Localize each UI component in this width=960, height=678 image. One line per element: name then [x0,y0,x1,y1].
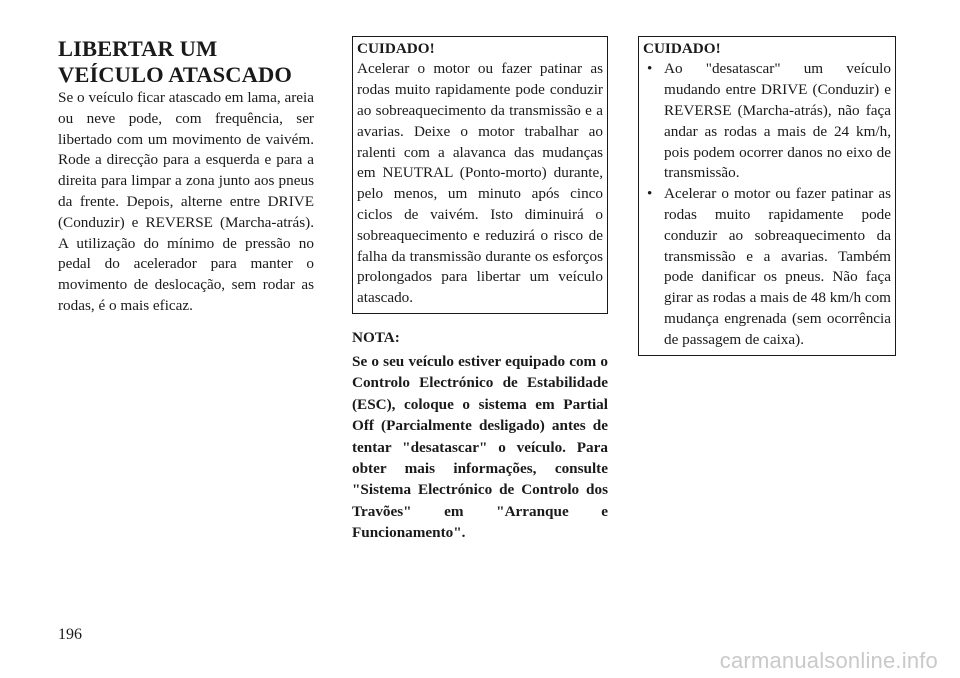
note-text: Se o seu veículo estiver equipado com o Controlo Electrónico de Estabilidade (ESC), coloque o sistema em Partial Off (Parcialmente desligado) antes de tentar "desatascar" o veículo. Para obter mais informações, consulte "Sistema Electrónico de Controlo dos Travões" em "Arranque e Funcionamento". [352,352,608,542]
intro-paragraph: Se o veículo ficar atascado em lama, areia ou neve pode, com frequência, ser libertado com um movimento de vaivém. Rode a direcção para a esquerda e para a direita para limpar a zona junto aos pneus da frente. Depois, alterne entre DRIVE (Conduzir) e REVERSE (Marcha-atrás). A utilização do mínimo de pressão no pedal do acelerador para manter o movimento de deslocação, sem rodar as rodas, é o mais eficaz. [58,89,314,314]
middle-column [352,36,608,544]
left-column [58,36,314,317]
bullet-icon: • [647,185,653,203]
right-column [638,36,896,356]
caution-label: CUIDADO! [643,40,721,57]
bullet-text: Ao "desatascar" um veículo mudando entre DRIVE (Conduzir) e REVERSE (Marcha-atrás), não faça andar as rodas a mais de 24 km/h, pois podem ocorrer danos no eixo de transmissão. [664,60,891,182]
caution-box [352,36,608,314]
page-number: 196 [58,626,82,643]
watermark: carmanualsonline.info [719,648,938,673]
list-item [643,59,891,184]
caution-bullet-list [643,59,891,350]
caution-text: Acelerar o motor ou fazer patinar as rodas muito rapidamente pode conduzir ao sobreaquecimento da transmissão e a avarias. Deixe o motor trabalhar ao ralenti com a alavanca das mudanças em NEUTRAL (Ponto-morto) durante, pelo menos, um minuto após cinco ciclos de vaivém. Isto diminuirá o sobreaquecimento e reduzirá o risco de falha da transmissão durante os esforços prolongados para libertar um veículo atascado. [357,60,603,307]
caution-label: CUIDADO! [357,40,435,57]
caution-box-bullets [638,36,896,356]
note-label: NOTA: [352,328,400,346]
section-heading: LIBERTAR UM VEÍCULO ATASCADO [58,36,292,87]
bullet-text: Acelerar o motor ou fazer patinar as rodas muito rapidamente pode conduzir ao sobreaquecimento da transmissão e a avarias. Também pode danificar os pneus. Não faça girar as rodas a mais de 48 km/h com mudança engrenada (sem ocorrência de passagem de caixa). [664,185,891,348]
bullet-icon: • [647,60,653,78]
list-item [643,184,891,350]
